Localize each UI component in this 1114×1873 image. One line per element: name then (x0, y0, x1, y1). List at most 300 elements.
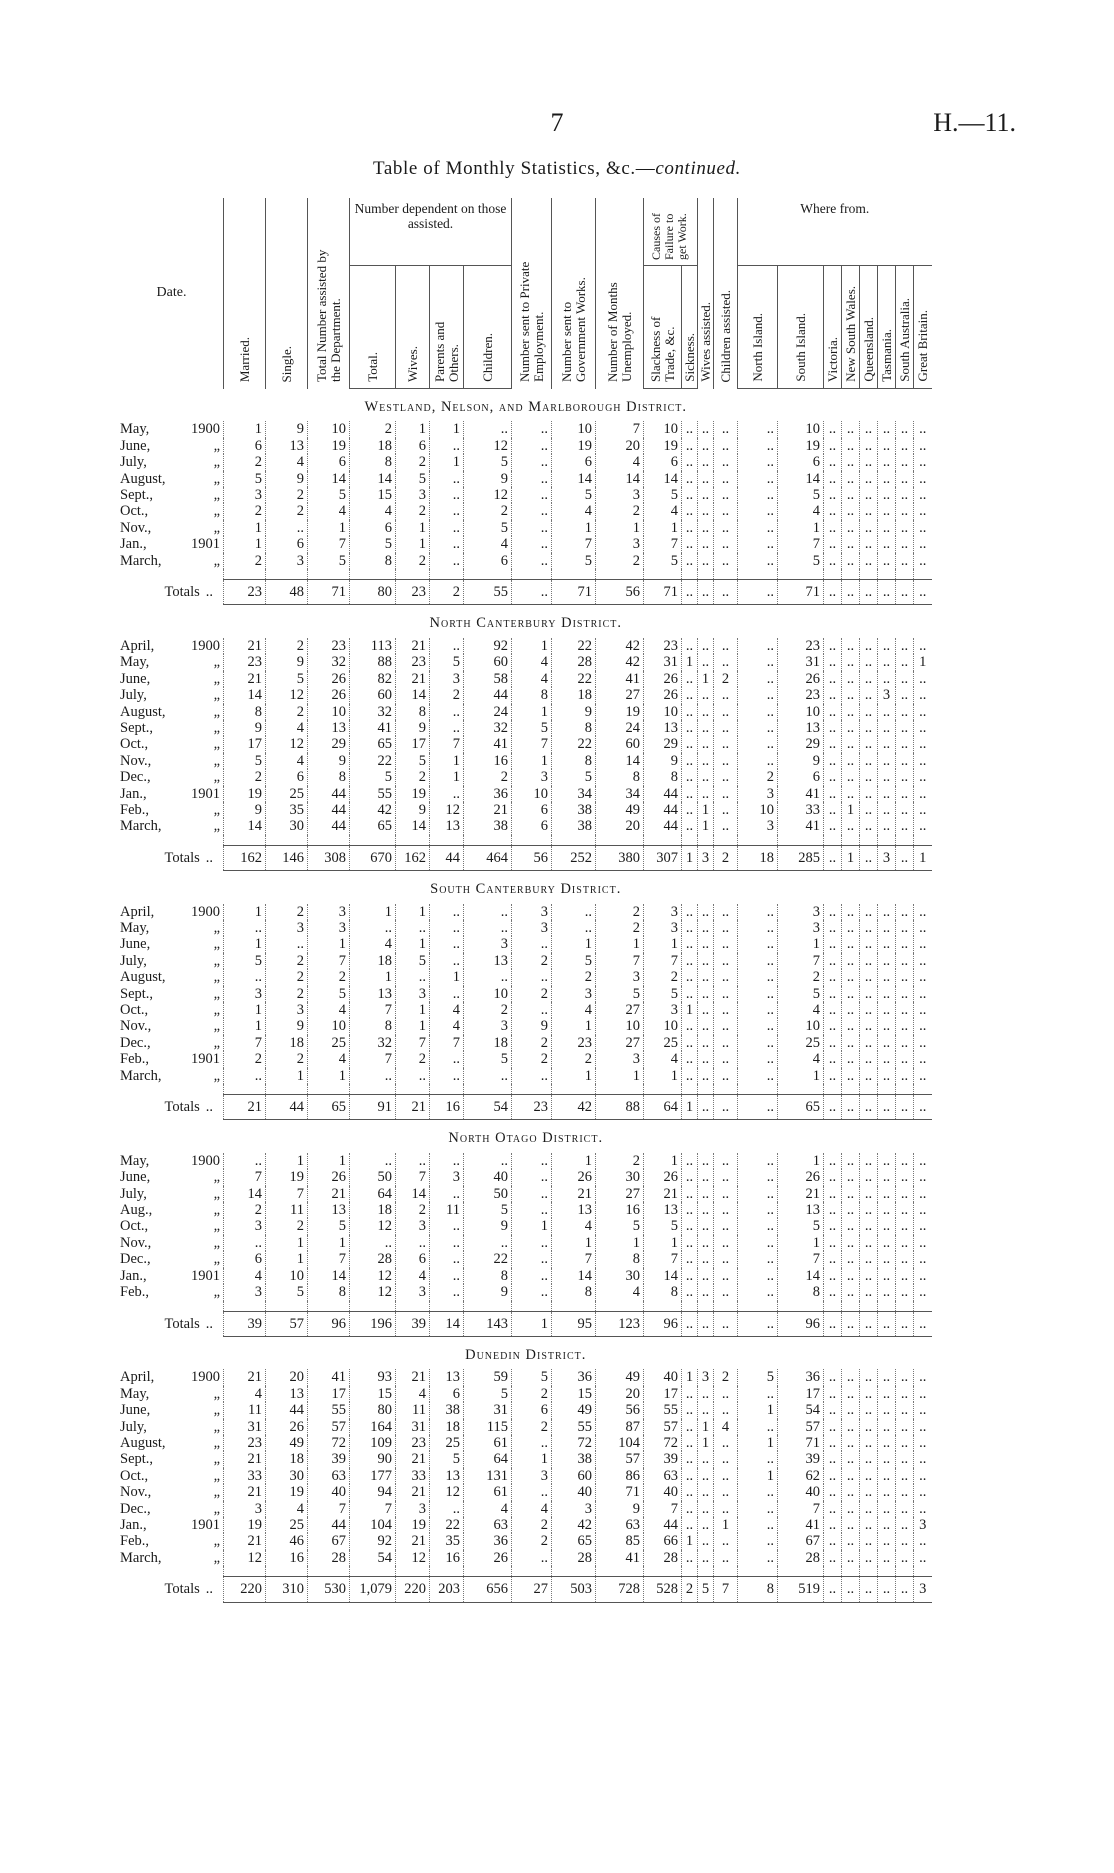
month: August, (120, 470, 166, 487)
data-cell: .. (824, 736, 842, 752)
data-cell: 39 (396, 1311, 430, 1336)
data-cell: .. (714, 580, 738, 605)
table-title-continued: continued. (655, 158, 742, 179)
data-cell: 33 (396, 1468, 430, 1484)
table-row (120, 904, 932, 920)
data-cell: 80 (350, 1402, 396, 1418)
data-cell: .. (512, 936, 552, 952)
page-number: 7 (550, 108, 564, 137)
data-cell: 1 (698, 671, 714, 687)
data-cell: .. (896, 471, 914, 487)
spacer-cell (738, 835, 778, 846)
data-cell: .. (842, 736, 860, 752)
data-cell: 21 (224, 1533, 266, 1549)
data-cell: .. (896, 1311, 914, 1336)
data-cell: .. (714, 471, 738, 487)
data-cell: .. (698, 1533, 714, 1549)
header-causes-group-label: Causes of Failure to get Work. (648, 213, 689, 260)
table-row (120, 720, 932, 736)
totals-label: Totals (164, 1581, 200, 1598)
data-cell: 7 (778, 953, 824, 969)
data-cell: .. (682, 1451, 698, 1467)
data-cell: .. (464, 969, 512, 985)
year: „ (213, 1218, 220, 1235)
data-cell: .. (824, 1169, 842, 1185)
data-cell: 5 (308, 553, 350, 569)
data-cell: .. (824, 687, 842, 703)
header-dependent-group: Number dependent on those assisted. (350, 198, 512, 266)
data-cell: .. (860, 454, 878, 470)
date-cell (120, 802, 224, 818)
data-cell: 1 (266, 1153, 308, 1169)
data-cell: .. (512, 438, 552, 454)
data-cell: .. (914, 1468, 932, 1484)
data-cell: 8 (512, 687, 552, 703)
data-cell: 63 (596, 1517, 644, 1533)
data-cell: 1 (682, 845, 698, 870)
data-cell: 5 (266, 1284, 308, 1300)
data-cell: 11 (266, 1202, 308, 1218)
data-cell: 26 (308, 671, 350, 687)
data-cell: 56 (596, 1402, 644, 1418)
data-cell: .. (824, 1484, 842, 1500)
data-cell: 14 (552, 1268, 596, 1284)
data-cell: 4 (266, 454, 308, 470)
spacer-row (120, 1301, 932, 1312)
data-cell: 113 (350, 638, 396, 654)
data-cell: 23 (224, 1435, 266, 1451)
data-cell: .. (738, 1035, 778, 1051)
data-cell: .. (842, 1202, 860, 1218)
year: „ (213, 919, 220, 936)
data-cell: .. (878, 704, 896, 720)
data-cell: 1 (350, 969, 396, 985)
spacer-cell (778, 1301, 824, 1312)
data-cell: 44 (644, 802, 682, 818)
data-cell: .. (698, 1186, 714, 1202)
district-heading (120, 871, 932, 904)
district-heading-row (120, 1336, 932, 1369)
data-cell: 3 (224, 1501, 266, 1517)
data-cell: 2 (308, 969, 350, 985)
data-cell: 19 (778, 438, 824, 454)
data-cell: .. (698, 769, 714, 785)
date-cell (120, 638, 224, 654)
data-cell: .. (698, 986, 714, 1002)
spacer-cell (842, 835, 860, 846)
data-cell: 67 (308, 1533, 350, 1549)
data-cell: 44 (266, 1402, 308, 1418)
data-cell: 1 (644, 1153, 682, 1169)
data-cell: .. (896, 1435, 914, 1451)
spacer-cell (464, 1301, 512, 1312)
data-cell: 40 (778, 1484, 824, 1500)
data-cell: 18 (552, 687, 596, 703)
data-cell: .. (512, 454, 552, 470)
data-cell: .. (878, 1218, 896, 1234)
data-cell: 20 (596, 1386, 644, 1402)
data-cell: .. (738, 1311, 778, 1336)
data-cell: 20 (596, 438, 644, 454)
data-cell: .. (430, 1218, 464, 1234)
month: Nov., (120, 519, 152, 536)
data-cell: .. (682, 1018, 698, 1034)
data-cell: 13 (308, 720, 350, 736)
spacer-cell (644, 1566, 682, 1577)
month: Jan., (120, 536, 147, 553)
data-cell: 2 (224, 1051, 266, 1067)
data-cell: 14 (778, 471, 824, 487)
data-cell: 12 (224, 1550, 266, 1566)
data-cell: .. (682, 671, 698, 687)
data-cell: 21 (396, 1451, 430, 1467)
data-cell: .. (824, 1468, 842, 1484)
data-cell: 7 (778, 1251, 824, 1267)
data-cell: 7 (308, 1501, 350, 1517)
data-cell: .. (842, 580, 860, 605)
data-cell: .. (860, 1550, 878, 1566)
month: April, (120, 637, 155, 654)
data-cell: .. (430, 720, 464, 736)
data-cell: .. (350, 1235, 396, 1251)
data-cell: .. (914, 1068, 932, 1084)
totals-label: Totals (164, 849, 200, 866)
data-cell: 11 (396, 1402, 430, 1418)
spacer-cell (860, 569, 878, 580)
spacer-row (120, 1084, 932, 1095)
data-cell: 2 (266, 904, 308, 920)
data-cell: 36 (778, 1369, 824, 1385)
data-cell: .. (430, 704, 464, 720)
data-cell: 9 (224, 720, 266, 736)
spacer-cell (824, 1566, 842, 1577)
data-cell: .. (396, 1068, 430, 1084)
data-cell: 2 (464, 503, 512, 519)
table-row (120, 1186, 932, 1202)
header-dep-wives (396, 266, 430, 389)
data-cell: .. (738, 671, 778, 687)
data-cell: 1 (552, 1235, 596, 1251)
data-cell: .. (914, 1235, 932, 1251)
header-slackness (644, 266, 682, 389)
month: July, (120, 687, 147, 704)
data-cell: 39 (308, 1451, 350, 1467)
data-cell: .. (842, 1311, 860, 1336)
data-cell: 10 (644, 704, 682, 720)
data-cell: .. (682, 1419, 698, 1435)
data-cell: .. (896, 1517, 914, 1533)
data-cell: 5 (350, 769, 396, 785)
data-cell: .. (350, 1068, 396, 1084)
data-cell: 5 (644, 487, 682, 503)
year: „ (213, 1385, 220, 1402)
data-cell: .. (860, 986, 878, 1002)
data-cell: .. (698, 553, 714, 569)
data-cell: 9 (266, 471, 308, 487)
data-cell: 2 (266, 953, 308, 969)
data-cell: .. (824, 920, 842, 936)
data-cell: .. (878, 720, 896, 736)
data-cell: 3 (512, 920, 552, 936)
data-cell: .. (682, 1251, 698, 1267)
month: Nov., (120, 752, 152, 769)
data-cell: .. (266, 936, 308, 952)
data-cell: .. (430, 1153, 464, 1169)
data-cell: 38 (430, 1402, 464, 1418)
data-cell: .. (860, 1533, 878, 1549)
data-cell: .. (682, 1051, 698, 1067)
data-cell: 1 (224, 421, 266, 437)
header-south-australia (896, 266, 914, 389)
data-cell: .. (842, 1002, 860, 1018)
data-cell: .. (824, 1533, 842, 1549)
data-cell: 26 (778, 671, 824, 687)
spacer-cell (464, 835, 512, 846)
data-cell: 1 (778, 520, 824, 536)
data-cell: 23 (778, 638, 824, 654)
data-cell: .. (824, 1251, 842, 1267)
table-row (120, 769, 932, 785)
data-cell: .. (860, 1369, 878, 1385)
data-cell: .. (914, 1051, 932, 1067)
data-cell: 252 (552, 845, 596, 870)
data-cell: 44 (308, 818, 350, 834)
data-cell: 27 (596, 687, 644, 703)
spacer-cell (464, 1084, 512, 1095)
data-cell: .. (738, 438, 778, 454)
data-cell: 19 (224, 1517, 266, 1533)
data-cell: .. (914, 1533, 932, 1549)
data-cell: .. (738, 1202, 778, 1218)
data-cell: 86 (596, 1468, 644, 1484)
data-cell: .. (896, 769, 914, 785)
data-cell: .. (714, 1550, 738, 1566)
month: March, (120, 1549, 162, 1566)
data-cell: 55 (308, 1402, 350, 1418)
data-cell: .. (824, 1035, 842, 1051)
header-dep-total (350, 266, 396, 389)
data-cell: 35 (430, 1533, 464, 1549)
data-cell: 3 (512, 769, 552, 785)
month: May, (120, 1385, 150, 1402)
data-cell: .. (860, 736, 878, 752)
totals-leader: .. (205, 1315, 213, 1332)
data-cell: 14 (308, 1268, 350, 1284)
data-cell: .. (914, 520, 932, 536)
data-cell: .. (842, 1533, 860, 1549)
data-cell: 22 (430, 1517, 464, 1533)
spacer-cell (350, 569, 396, 580)
data-cell: .. (878, 1369, 896, 1385)
data-cell: .. (738, 1533, 778, 1549)
data-cell: .. (860, 753, 878, 769)
data-cell: 25 (430, 1435, 464, 1451)
data-cell: 6 (552, 454, 596, 470)
date-cell (120, 1284, 224, 1300)
data-cell: .. (824, 1268, 842, 1284)
date-cell (120, 904, 224, 920)
data-cell: 13 (644, 1202, 682, 1218)
data-cell: .. (430, 1251, 464, 1267)
data-cell: .. (698, 736, 714, 752)
data-cell: 64 (464, 1451, 512, 1467)
data-cell: .. (714, 1268, 738, 1284)
data-cell: .. (824, 1153, 842, 1169)
data-cell: 15 (350, 1386, 396, 1402)
data-cell: .. (824, 818, 842, 834)
data-cell: 1 (682, 1533, 698, 1549)
data-cell: 5 (552, 953, 596, 969)
data-cell: .. (824, 1218, 842, 1234)
header-private (512, 198, 552, 389)
data-cell: 3 (512, 1468, 552, 1484)
data-cell: 49 (596, 802, 644, 818)
data-cell: 7 (224, 1035, 266, 1051)
data-cell: 3 (224, 986, 266, 1002)
data-cell: .. (682, 1484, 698, 1500)
spacer-cell (512, 1301, 552, 1312)
data-cell: 2 (224, 553, 266, 569)
data-cell: 5 (698, 1577, 714, 1602)
data-cell: .. (698, 786, 714, 802)
data-cell: 11 (430, 1202, 464, 1218)
data-cell: 8 (224, 704, 266, 720)
header-queensland-label: Queensland. (860, 316, 876, 382)
data-cell: .. (824, 845, 842, 870)
data-cell: .. (878, 953, 896, 969)
data-cell: 24 (464, 704, 512, 720)
data-cell: .. (738, 704, 778, 720)
data-cell: 14 (396, 687, 430, 703)
month: August, (120, 969, 166, 986)
data-cell: .. (896, 1533, 914, 1549)
spacer-cell (860, 835, 878, 846)
month: July, (120, 1418, 147, 1435)
data-cell: 92 (350, 1533, 396, 1549)
data-cell: .. (714, 986, 738, 1002)
data-cell: 220 (224, 1577, 266, 1602)
data-cell: .. (698, 969, 714, 985)
data-cell: 3 (430, 671, 464, 687)
data-cell: .. (682, 1186, 698, 1202)
data-cell: 3 (596, 1051, 644, 1067)
data-cell: 6 (644, 454, 682, 470)
data-cell: .. (682, 1153, 698, 1169)
date-cell (120, 786, 224, 802)
table-row (120, 438, 932, 454)
data-cell: .. (714, 1169, 738, 1185)
spacer-cell (698, 569, 714, 580)
data-cell: 1 (266, 1068, 308, 1084)
data-cell: 164 (350, 1419, 396, 1435)
data-cell: 71 (644, 580, 682, 605)
data-cell: .. (878, 1095, 896, 1120)
spacer-cell (878, 835, 896, 846)
month: Oct., (120, 736, 149, 753)
data-cell: .. (698, 753, 714, 769)
data-cell: 1,079 (350, 1577, 396, 1602)
table-row (120, 1435, 932, 1451)
data-cell: 41 (596, 1550, 644, 1566)
data-cell: 94 (350, 1484, 396, 1500)
table-row (120, 1369, 932, 1385)
data-cell: .. (738, 736, 778, 752)
data-cell: 3 (396, 1501, 430, 1517)
data-cell: .. (914, 1002, 932, 1018)
data-cell: .. (714, 1235, 738, 1251)
month: Nov., (120, 1018, 152, 1035)
month: Feb., (120, 1051, 149, 1068)
data-cell: .. (896, 920, 914, 936)
data-cell: .. (896, 845, 914, 870)
year: „ (213, 1467, 220, 1484)
data-cell: .. (698, 1169, 714, 1185)
data-cell: 16 (464, 753, 512, 769)
data-cell: .. (914, 1369, 932, 1385)
header-married (224, 198, 266, 389)
data-cell: .. (878, 1533, 896, 1549)
month: Sept., (120, 985, 154, 1002)
data-cell: .. (842, 520, 860, 536)
data-cell: .. (682, 904, 698, 920)
data-cell: .. (914, 1202, 932, 1218)
data-cell: 23 (308, 638, 350, 654)
data-cell: .. (682, 1169, 698, 1185)
data-cell: .. (512, 1002, 552, 1018)
data-cell: 4 (512, 1501, 552, 1517)
data-cell: 21 (224, 1484, 266, 1500)
data-cell: 7 (596, 953, 644, 969)
data-cell: 19 (224, 786, 266, 802)
data-cell: 1 (596, 520, 644, 536)
data-cell: 12 (350, 1218, 396, 1234)
data-cell: 1 (552, 520, 596, 536)
month: Feb., (120, 1284, 149, 1301)
data-cell: .. (738, 1284, 778, 1300)
date-cell (120, 1402, 224, 1418)
data-cell: 1 (512, 1218, 552, 1234)
data-cell: 22 (350, 753, 396, 769)
data-cell: .. (914, 1386, 932, 1402)
data-cell: 7 (778, 1501, 824, 1517)
data-cell: 13 (778, 1202, 824, 1218)
data-cell: 2 (714, 1369, 738, 1385)
data-cell: .. (698, 920, 714, 936)
data-cell: .. (698, 536, 714, 552)
data-cell: 670 (350, 845, 396, 870)
data-cell: 7 (512, 736, 552, 752)
data-cell: 40 (552, 1484, 596, 1500)
data-cell: .. (738, 1051, 778, 1067)
data-cell: 42 (350, 802, 396, 818)
data-cell: 4 (308, 1002, 350, 1018)
month: May, (120, 421, 150, 438)
header-victoria-label: Victoria. (824, 336, 840, 382)
data-cell: .. (860, 1419, 878, 1435)
data-cell: .. (714, 654, 738, 670)
data-cell: 22 (552, 638, 596, 654)
data-cell: 14 (224, 818, 266, 834)
data-cell: .. (860, 503, 878, 519)
month: June, (120, 1169, 151, 1186)
data-cell: .. (860, 1311, 878, 1336)
data-cell: .. (824, 720, 842, 736)
data-cell: 1 (308, 520, 350, 536)
spacer-cell (914, 1084, 932, 1095)
data-cell: 10 (464, 986, 512, 1002)
data-cell: 61 (464, 1435, 512, 1451)
data-cell: .. (714, 1501, 738, 1517)
